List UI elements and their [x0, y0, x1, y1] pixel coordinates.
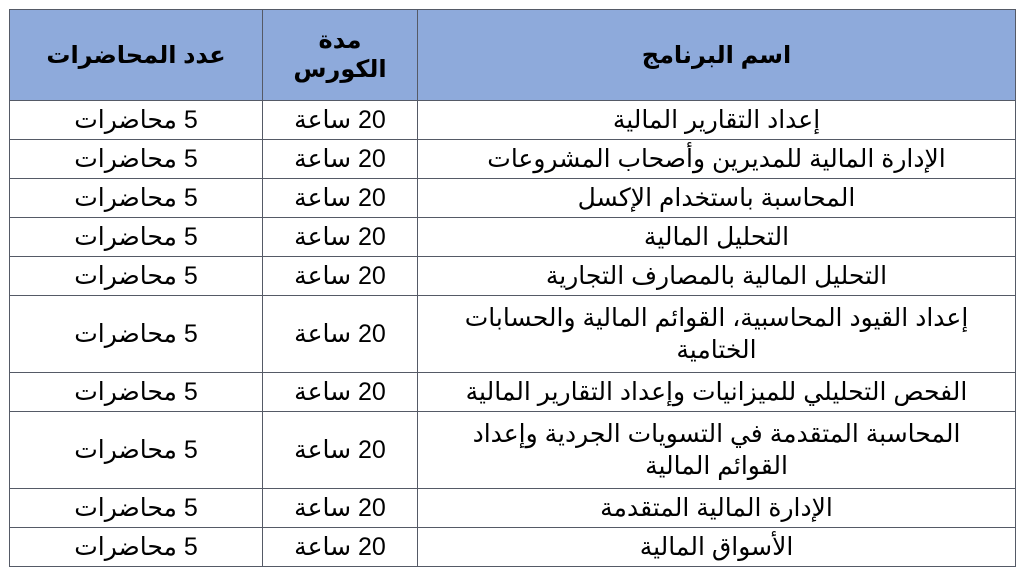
table-row: [10, 296, 1016, 373]
table-row: [10, 373, 1016, 412]
table-row: [10, 140, 1016, 179]
program-name-cell: الأسواق المالية: [418, 528, 1016, 567]
duration-cell: 20 ساعة: [263, 101, 418, 140]
duration-cell: 20 ساعة: [263, 528, 418, 567]
program-name-cell: التحليل المالية بالمصارف التجارية: [418, 257, 1016, 296]
duration-cell: 20 ساعة: [263, 412, 418, 489]
duration-cell: 20 ساعة: [263, 296, 418, 373]
program-name-cell: الفحص التحليلي للميزانيات وإعداد التقارير المالية: [418, 373, 1016, 412]
duration-cell: 20 ساعة: [263, 218, 418, 257]
table-row: [10, 101, 1016, 140]
lectures-cell: 5 محاضرات: [10, 179, 263, 218]
lectures-cell: 5 محاضرات: [10, 373, 263, 412]
courses-table: [9, 9, 1016, 567]
courses-table-container: [9, 9, 1015, 567]
duration-cell: 20 ساعة: [263, 373, 418, 412]
lectures-cell: 5 محاضرات: [10, 140, 263, 179]
program-name-cell: الإدارة المالية المتقدمة: [418, 489, 1016, 528]
lectures-cell: 5 محاضرات: [10, 257, 263, 296]
lectures-cell: 5 محاضرات: [10, 489, 263, 528]
program-name-cell: الإدارة المالية للمديرين وأصحاب المشروعات: [418, 140, 1016, 179]
header-program-name: اسم البرنامج: [418, 10, 1016, 101]
program-name-cell: المحاسبة باستخدام الإكسل: [418, 179, 1016, 218]
duration-cell: 20 ساعة: [263, 140, 418, 179]
table-row: [10, 489, 1016, 528]
lectures-cell: 5 محاضرات: [10, 412, 263, 489]
header-row: [10, 10, 1016, 101]
program-name-cell: المحاسبة المتقدمة في التسويات الجردية وإعداد القوائم المالية: [418, 412, 1016, 489]
program-name-cell: إعداد التقارير المالية: [418, 101, 1016, 140]
duration-cell: 20 ساعة: [263, 179, 418, 218]
table-row: [10, 218, 1016, 257]
header-lectures-count: عدد المحاضرات: [10, 10, 263, 101]
duration-cell: 20 ساعة: [263, 489, 418, 528]
lectures-cell: 5 محاضرات: [10, 296, 263, 373]
program-name-cell: التحليل المالية: [418, 218, 1016, 257]
table-row: [10, 179, 1016, 218]
table-row: [10, 412, 1016, 489]
lectures-cell: 5 محاضرات: [10, 101, 263, 140]
table-row: [10, 257, 1016, 296]
program-name-cell: إعداد القيود المحاسبية، القوائم المالية والحسابات الختامية: [418, 296, 1016, 373]
duration-cell: 20 ساعة: [263, 257, 418, 296]
header-course-duration: مدة الكورس: [263, 10, 418, 101]
lectures-cell: 5 محاضرات: [10, 218, 263, 257]
lectures-cell: 5 محاضرات: [10, 528, 263, 567]
table-row: [10, 528, 1016, 567]
